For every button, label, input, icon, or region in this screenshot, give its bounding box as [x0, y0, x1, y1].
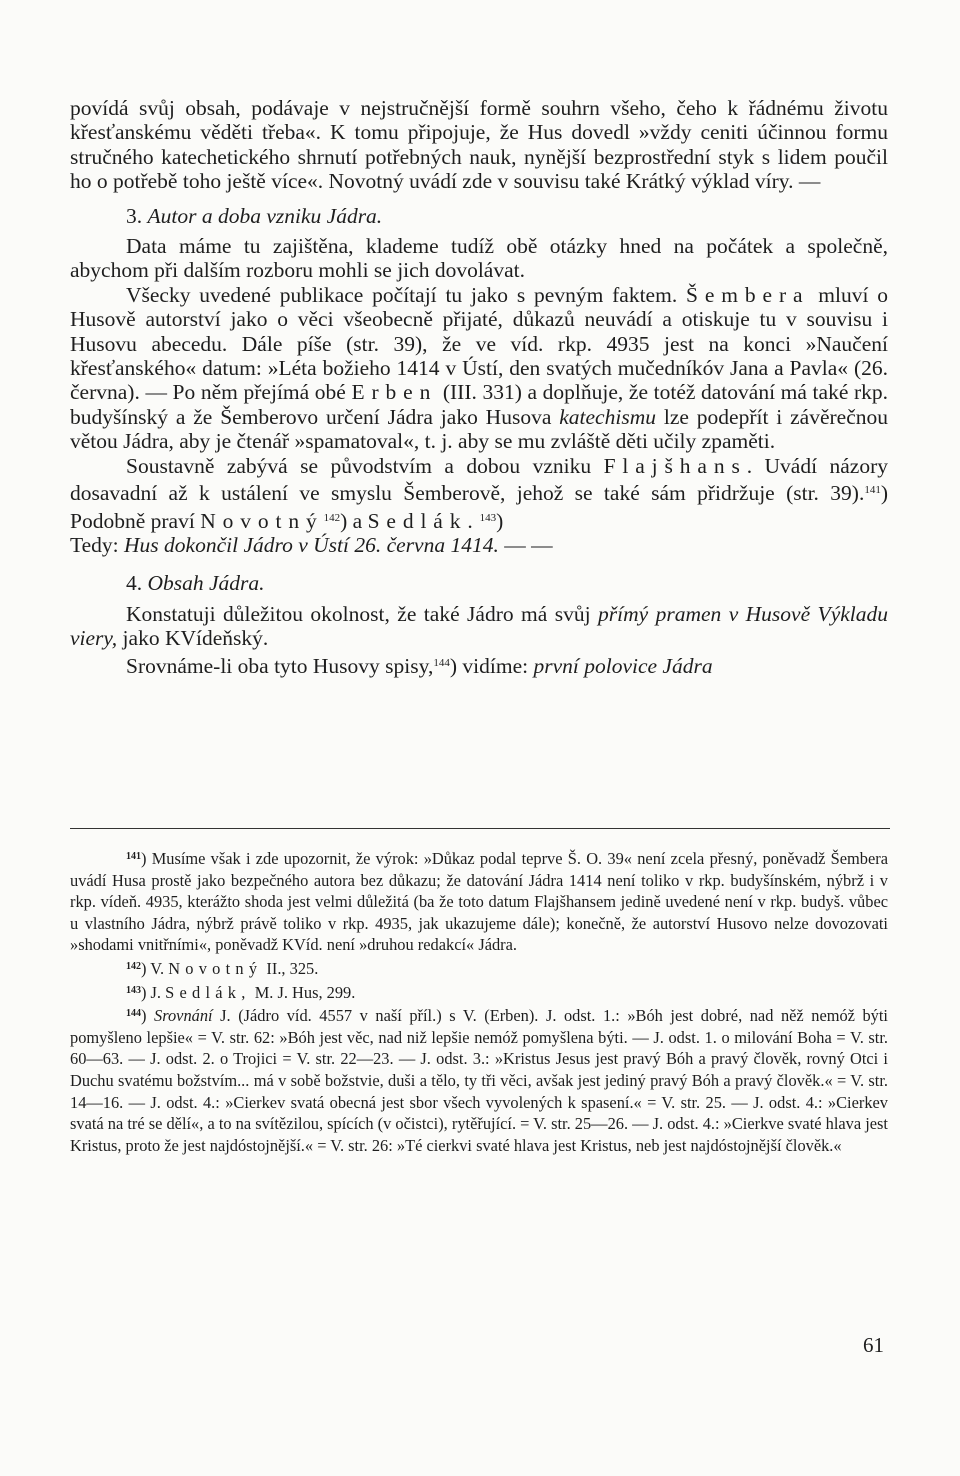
- author-name: Sedlák,: [165, 982, 251, 1002]
- footnote-text: J. (Jádro víd. 4557 v naší příl.) s V. (Erben). J. odst. 1.: »Bóh jest dobré, nad něž nemóž býti pomyšleno lepšie« = V. str. 62: »Bóh jest věc, nad niž lepšie nemóž pomyšlena býti. — J. odst. 1. o milování Boha = V. str. 60—63. — J. odst. 2. o Trojici = V. str. 22—23. — J. odst. 3.: »Kristus Jesus jest pravý Bóh a pravý člověk, rovný Otci i Duchu svatému božstvím... má v sobě božstvie, duši a tělo, ty tři věci, avšak jest jediný pravý Bóh a pravý člověk.« = V. str. 14—16. — J. odst. 4.: »Cierkev svatá obecná jest sbor všech vyvolených k spasení.« = V. str. 25. — J. odst. 4.: »Cierkev svatá na tré se dělí«, a to na svítězilou, spících (v očistci), rytěřující. = V. str. 25—26. — J. odst. 4.: »Cierkve svaté hlava jest Kristus, proto že jest najdóstojnější.« = V. str. 26: »Té cierkvi svaté hlava jest Kristus, neb jest najdóstojnější člověk.«: [70, 1006, 888, 1155]
- author-name: Šembera: [686, 282, 810, 307]
- paragraph: [70, 283, 888, 454]
- footnote-text: ) J.: [141, 982, 162, 1002]
- text-run: lze podepřít i závěrečnou větou Jádra, aby je čtenář »spamatoval«, t. j. aby se mu zvláště děti učily zpaměti.: [70, 404, 889, 454]
- footnote-ref: 142: [323, 511, 341, 524]
- footnote-number: 141: [126, 851, 141, 862]
- text-run: Tedy:: [70, 532, 119, 557]
- footnote-ref: 143: [479, 511, 497, 524]
- text-run: Soustavně zabývá se původstvím a dobou vzniku: [126, 453, 592, 478]
- text-run: mluví o Husově autorství jako o věci všeobecně přijaté, důkazů neuvádí a otiskuje tu v souvisu i Husovu abecedu. Dále píše (str. 39), že ve víd. rkp. 4935 jest na konci »Naučení křesťanského« datum: »Léta božieho 1414 v Ústí, den svatých mučedníkóv Jana a Pavla« (26. června). — Po něm přejímá obé: [70, 282, 888, 405]
- author-name: Novotný: [168, 958, 263, 978]
- footnote-ref: 144: [433, 656, 450, 669]
- footnote-divider: [70, 828, 890, 829]
- italic-text: Srovnání: [154, 1006, 213, 1026]
- text-run: ) vidíme:: [449, 653, 529, 678]
- text-run: jako KVídeňský.: [122, 626, 269, 651]
- text-run: Konstatuji důležitou okolnost, že také Jádro má svůj: [126, 601, 591, 626]
- footnote-text: M. J. Hus, 299.: [254, 982, 356, 1002]
- italic-text: katechismu: [559, 404, 656, 429]
- author-name: Erben: [351, 380, 438, 405]
- text-run: Srovnáme-li oba tyto Husovy spisy,: [126, 653, 434, 678]
- text-run: Všecky uvedené publikace počítají tu jako s pevným faktem.: [126, 282, 678, 307]
- footnotes: [70, 846, 888, 1156]
- section-number: 4.: [126, 571, 143, 596]
- footnote-number: 142: [126, 960, 141, 972]
- section-number: 3.: [126, 203, 143, 228]
- text-run: — —: [504, 532, 553, 557]
- paragraph: [70, 454, 888, 533]
- author-name: Novotný: [200, 508, 324, 533]
- text-run: (III. 331) a doplňuje, že totéž datování má také rkp. budyšínský a že Šemberovo určení Jádra jako Husova: [70, 380, 889, 429]
- footnote-142: [70, 956, 888, 980]
- footnote-ref: 141: [864, 484, 881, 497]
- italic-text: první polovice Jádra: [533, 653, 713, 678]
- section-title: Autor a doba vzniku Jádra.: [147, 203, 383, 228]
- italic-text: přímý pramen v Husově Výkladu viery,: [70, 601, 889, 651]
- footnote-text: II., 325.: [266, 958, 319, 978]
- main-text: [70, 96, 888, 678]
- text-run: ): [496, 508, 504, 533]
- author-name: Sedlák.: [367, 508, 480, 533]
- text-run: ) Podobně praví: [70, 481, 888, 533]
- author-name: Flajšhans: [603, 453, 747, 478]
- paragraph: [70, 651, 888, 678]
- footnote-141: [70, 846, 888, 956]
- footnote-number: 144: [126, 1008, 141, 1020]
- paragraph: Data máme tu zajištěna, klademe tudíž obě otázky hned na počátek a společně, abychom při dalším rozboru mohli se jich dovolávat.: [70, 234, 888, 283]
- italic-text: Hus dokončil Jádro v Ústí 26. června 1414.: [124, 532, 499, 557]
- footnote-number: 143: [126, 984, 141, 996]
- text-run: . Uvádí názory dosavadní až k ustálení ve smyslu Šemberově, jehož se také sám přidržuje (str. 39).: [70, 453, 888, 506]
- footnote-text: ) Musíme však i zde upozornit, že výrok: »Důkaz podal teprve Š. O. 39« není zcela přesný, poněvadž Šembera uvádí Husa prostě jako bezpečného autora bez důkazu; že datování Jádra 1414 není toliko v rkp. budyšínském, nýbrž i v rkp. vídeň. 4935, kterážto shoda jest velmi důležitá (ba že toto datum Flajšhansem jedině uvedené není v rkp. budyš. vůbec u vlastního Jádra, nýbrž právě toliko v rkp. 4935, jak ukazujeme dále); konečně, že autorství Husovo nelze dovozovati »shodami vnitřními«, poněvadž KVíd. není »druhou redakcí« Jádra.: [70, 849, 888, 955]
- footnote-143: [70, 980, 888, 1004]
- footnote-144: $^{144}$) Srovnání J. (Jádro víd. 4557 v naší příl.) s V. (Erben). J. odst. 1.: »Bóh jest dobré, nad něž nemóž býti pomyšleno lepšie« = V. str. 62: »Bóh jest věc, nad niž lepšie nemóž pomyšlena býti. — J. odst. 1. o milování Boha = V. str. 60—63. — J. odst. 2. o Trojici = V. str. 22—23. — J. odst. 3.: »Kristus Jesus jest pravý Bóh a pravý člověk, rovný Otci i Duchu svatému božstvím... má v sobě božstvie, duši a tělo, ty tři věci, avšak jest jediný pravý Bóh a pravý člověk.« = V. str. 14—16. — J. odst. 4.: »Cierkev svatá obecná jest sbor všech vyvolených k spasení.« = V. str. 25. — J. odst. 4.: »Cierkev svatá na tré se dělí«, a to na svítězilou, spících (v očistci), rytěřující. = V. str. 25—26. — J. odst. 4.: »Cierkve svaté hlava jest Kristus, proto že jest najdóstojnější.« = V. str. 26: »Té cierkvi svaté hlava jest Kristus, neb jest najdóstojnější člověk.«: [70, 1006, 888, 1155]
- footnote-text: ) V.: [141, 958, 165, 978]
- paragraph: [70, 602, 888, 651]
- page-number: 61: [863, 1333, 884, 1357]
- section-heading-4: [70, 571, 888, 595]
- section-heading-3: [70, 204, 888, 228]
- section-title: Obsah Jádra.: [147, 571, 265, 596]
- text-run: ) a: [340, 508, 363, 533]
- paragraph-intro: povídá svůj obsah, podávaje v nejstručnější formě souhrn všeho, čeho k řádnému životu křesťanskému věděti třeba«. K tomu připojuje, že Hus dovedl »vždy ceniti účinnou formu stručného katechetického shrnutí potřebných nauk, nynější bezprostřední styk s lidem poučil ho o potřebě toho ještě více«. Novotný uvádí zde v souvisu také Krátký výklad víry. —: [70, 96, 888, 194]
- paragraph-conclusion: [70, 533, 888, 557]
